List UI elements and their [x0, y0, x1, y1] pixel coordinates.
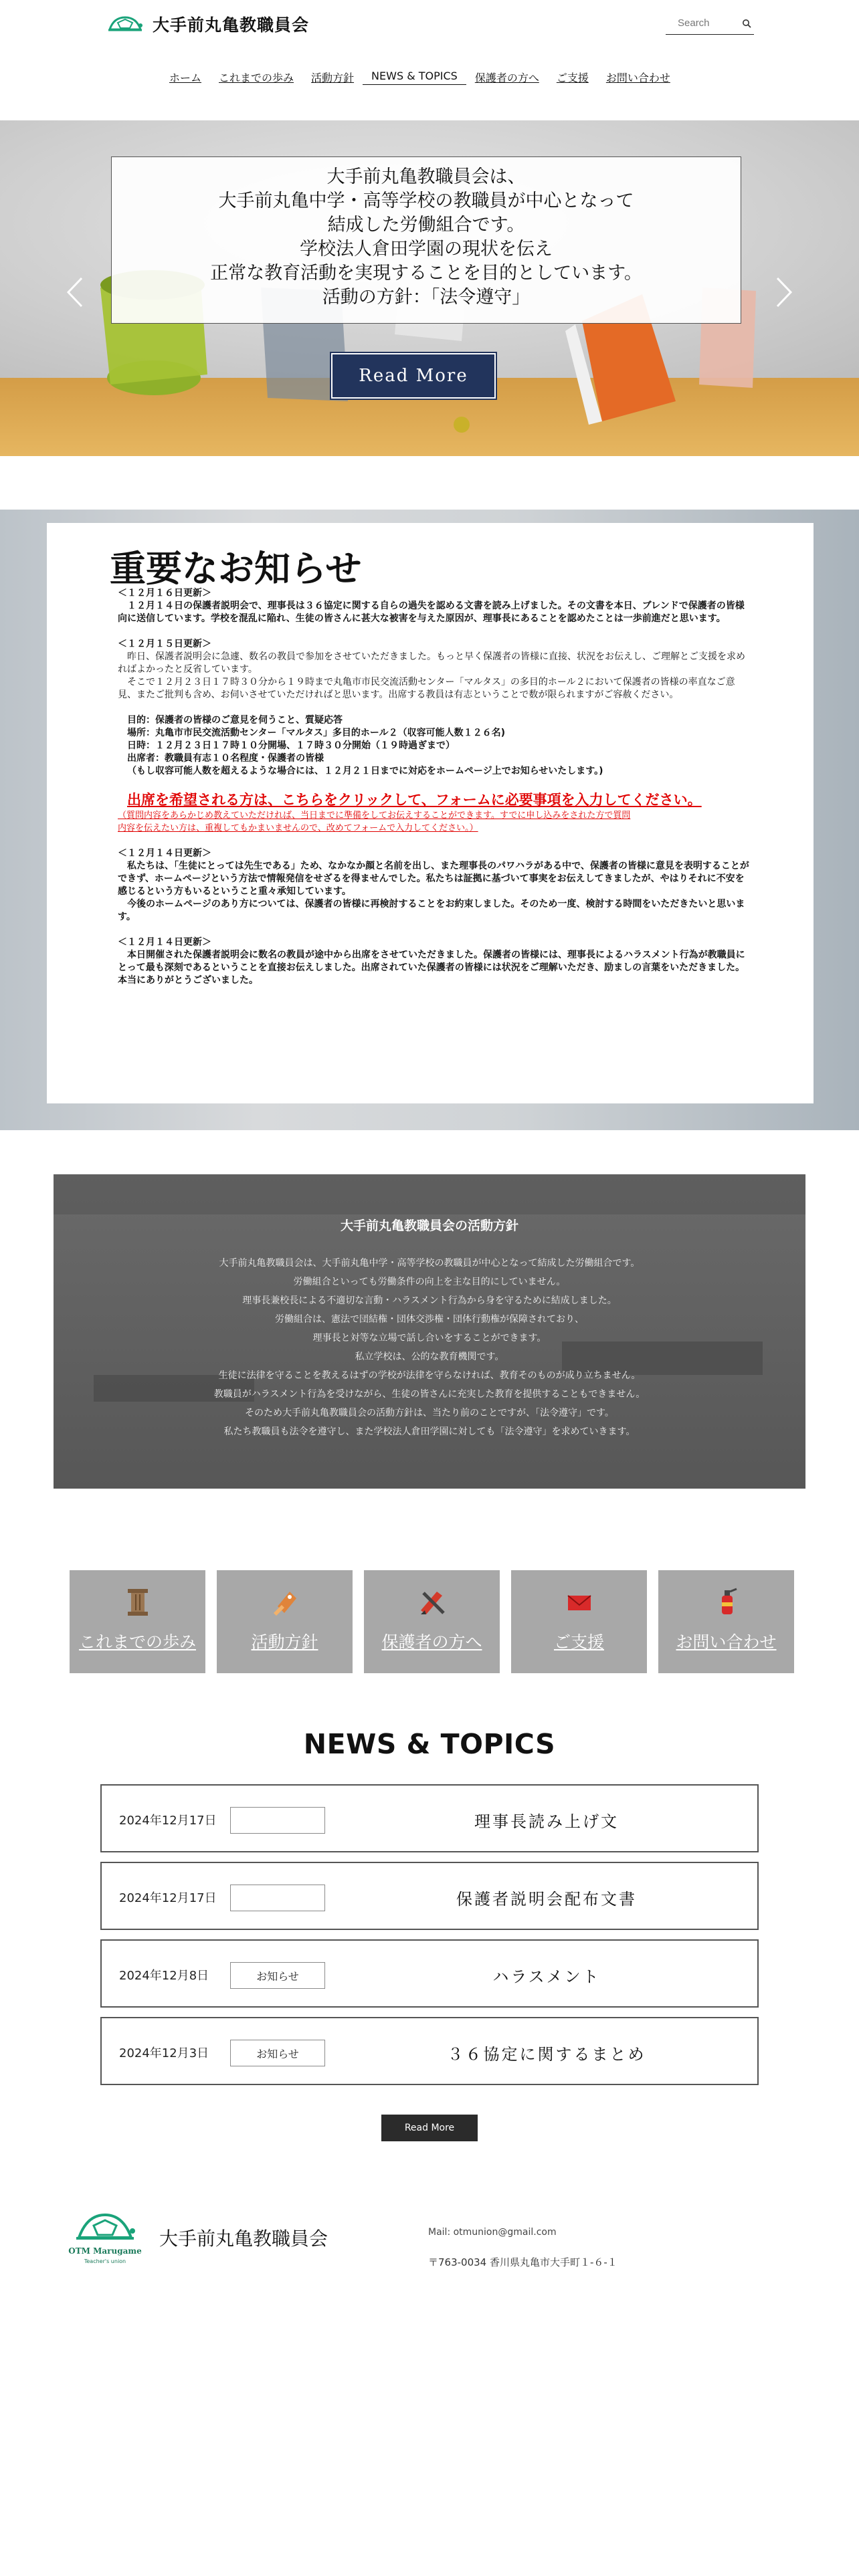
- policy-line: そのため大手前丸亀教職員会の活動方針は、当たり前のことですが、「法令遵守」です。: [245, 1408, 614, 1418]
- news-title[interactable]: 保護者説明会配布文書: [456, 1890, 637, 1909]
- news-item[interactable]: [100, 1939, 759, 2008]
- policy-line: 教職員がハラスメント行為を受けながら、生徒の皆さんに充実した教育を提供することもできません。: [213, 1389, 646, 1400]
- footer-logo[interactable]: [67, 2207, 143, 2268]
- update-text: 昨日、保護者説明会に急遽、数名の教員で参加をさせていただきました。もっと早く保護者の皆様に直接、状況をお伝えし、ご理解とご支援を求めればよかったと反省しています。: [118, 651, 745, 675]
- news-date: 2024年12月3日: [119, 2046, 209, 2060]
- news-heading: NEWS & TOPICS: [303, 1728, 556, 1760]
- search-icon[interactable]: [742, 19, 751, 28]
- news-list: [100, 1784, 759, 2095]
- hero-line: 結成した労働組合です。: [327, 215, 525, 235]
- footer-logo-line2: Teacher's union: [84, 2258, 126, 2264]
- policy-line: 大手前丸亀教職員会は、大手前丸亀中学・高等学校の教職員が中心となって結成した労働組合です。: [219, 1258, 640, 1269]
- hero-message-box: [111, 156, 741, 324]
- slide-prev-arrow-icon[interactable]: [64, 276, 86, 309]
- tile-support[interactable]: [511, 1570, 647, 1673]
- pillar-icon: [122, 1586, 153, 1617]
- fire-extinguisher-icon: [711, 1586, 742, 1617]
- nav-news[interactable]: NEWS & TOPICS: [363, 70, 466, 85]
- site-title: 大手前丸亀教職員会: [153, 15, 310, 35]
- hero-line: 大手前丸亀教職員会は、: [326, 167, 526, 187]
- hero-read-more-button[interactable]: Read More: [331, 353, 496, 399]
- hero-line: 正常な教育活動を実現することを目的としています。: [210, 263, 642, 284]
- notice-title: 重要なお知らせ: [110, 548, 362, 590]
- classroom-board-shape: [54, 1174, 805, 1214]
- search-input[interactable]: [678, 17, 737, 29]
- attendance-form-link[interactable]: 出席を希望される方は、こちらをクリックして、フォームに必要事項を入力してください。: [127, 792, 702, 808]
- tile-label: これまでの歩み: [78, 1632, 196, 1652]
- update-heading: ＜１２月１４日更新＞: [118, 937, 211, 948]
- footer-logo-line1: OTM Marugame: [68, 2246, 142, 2256]
- site-header: [0, 0, 859, 120]
- tile-contact[interactable]: [658, 1570, 794, 1673]
- update-text: 今後のホームページのあり方については、保護者の皆様に再検討することをお約束しました。そのため一度、検討する時間をいただきたいと思います。: [118, 899, 745, 922]
- policy-line: 労働組合は、憲法で団結権・団体交渉権・団体行動権が保障されており、: [275, 1314, 584, 1325]
- tile-label: 保護者の方へ: [381, 1632, 482, 1652]
- news-title[interactable]: 理事長読み上げ文: [474, 1812, 619, 1831]
- policy-line: 労働組合といっても労働条件の向上を主な目的にしていません。: [293, 1277, 566, 1287]
- policy-content: [54, 1216, 805, 1441]
- policy-line: 私立学校は、公的な教育機関です。: [355, 1352, 504, 1362]
- nav-history[interactable]: これまでの歩み: [219, 72, 294, 84]
- news-date: 2024年12月17日: [119, 1814, 217, 1828]
- detail-line: 場所：丸亀市市民交流活動センター「マルタス」多目的ホール２（収容可能人数１２６名): [127, 728, 505, 738]
- attendance-form-note[interactable]: （質問内容をあらかじめ教えていただければ、当日までに準備をしてお伝えすることができます。すでに申し込みをされた方で質問: [118, 811, 631, 821]
- hero-slideshow: [0, 120, 859, 456]
- news-category-badge: お知らせ: [230, 1962, 325, 1989]
- turtle-logo-icon: [67, 2207, 143, 2266]
- policy-section: [54, 1174, 805, 1489]
- footer-brand: 大手前丸亀教職員会: [159, 2228, 328, 2250]
- mail-icon: [564, 1586, 595, 1617]
- news-date: 2024年12月17日: [119, 1891, 217, 1905]
- news-category-badge: お知らせ: [230, 2040, 325, 2066]
- news-category-badge: [230, 1885, 325, 1911]
- tile-history[interactable]: [70, 1570, 205, 1673]
- meeting-details: [118, 714, 753, 778]
- tile-parents[interactable]: [364, 1570, 500, 1673]
- news-title[interactable]: ３６協定に関するまとめ: [447, 2045, 646, 2064]
- nav-support[interactable]: ご支援: [556, 72, 589, 84]
- policy-line: 生徒に法律を守ることを教えるはずの学校が法律を守らなければ、教育そのものが成り立ちません。: [218, 1370, 641, 1381]
- hero-line: 大手前丸亀中学・高等学校の教職員が中心となって: [218, 191, 634, 211]
- quick-links: [70, 1570, 794, 1673]
- news-category-badge: [230, 1807, 325, 1834]
- update-heading: ＜１２月１４日更新＞: [118, 848, 211, 859]
- news-date: 2024年12月8日: [119, 1969, 209, 1983]
- detail-line: （もし収容可能人数を超えるような場合には、１２月２１日までに対応をホームページ上でお知らせいたします。): [127, 766, 603, 776]
- detail-line: 出席者：教職員有志１０名程度・保護者の皆様: [127, 753, 324, 764]
- update-heading: ＜１２月１６日更新＞: [118, 588, 211, 599]
- detail-line: 日時：１２月２３日１７時１０分開場、１７時３０分開始（１９時過ぎまで）: [127, 740, 455, 751]
- turtle-logo-icon: [107, 13, 143, 35]
- detail-line: 目的：保護者の皆様のご意見を伺うこと、質疑応答: [127, 715, 343, 726]
- update-text: そこで１２月２３日１７時３０分から１９時まで丸亀市市民交流活動センター「マルタス」の多目的ホール２において保護者の皆様の率直なご意見、またご批判も含め、お伺いさせていただければと思います。出席する教員は有志ということで数が限られますがご容赦ください。: [118, 677, 735, 700]
- update-text: １２月１４日の保護者説明会で、理事長は３６協定に関する自らの過失を認める文書を読み上げました。その文書を本日、ブレンドで保護者の皆様向に送信しています。学校を混乱に陥れ、生徒の皆さんに甚大な被害を与えた原因が、理事長にあることを認めたことは一歩前進だと思います。: [118, 601, 745, 624]
- policy-line: 私たち教職員も法令を遵守し、また学校法人倉田学園に対しても「法令遵守」を求めていきます。: [223, 1426, 636, 1437]
- nav-parents[interactable]: 保護者の方へ: [474, 72, 539, 84]
- compass-flag-icon: [270, 1586, 300, 1617]
- tile-label: ご支援: [553, 1632, 604, 1652]
- news-read-more-button[interactable]: Read More: [381, 2115, 478, 2141]
- update-text: 私たちは、「生徒にとっては先生である」ため、なかなか顔と名前を出し、また理事長のパワハラがある中で、保護者の皆様に意見を表明することができず、ホームページという方法で情報発信をせざるを得ませんでした。私たちは証拠に基づいて事実をお伝えしてきましたが、やはりそれに不安を感じるという方もいるということ重々承知しています。: [118, 861, 749, 897]
- hero-line: 活動の方針：「法令遵守」: [322, 287, 531, 308]
- policy-line: 理事長と対等な立場で話し合いをすることができます。: [312, 1333, 547, 1344]
- news-item[interactable]: [100, 2017, 759, 2085]
- policy-line: 理事長兼校長による不適切な言動・ハラスメント行為から身を守るために結成しました。: [242, 1295, 617, 1306]
- notice-body: [118, 587, 753, 987]
- tile-label: 活動方針: [251, 1632, 318, 1652]
- nav-contact[interactable]: お問い合わせ: [605, 72, 670, 84]
- footer-email[interactable]: Mail: otmunion@gmail.com: [428, 2227, 557, 2238]
- nav-home[interactable]: ホーム: [169, 72, 202, 84]
- hero-line: 学校法人倉田学園の現状を伝え: [300, 239, 553, 259]
- attendance-form-note[interactable]: 内容を伝えたい方は、重複してもかまいませんので、改めてフォームで入力してください。）: [118, 823, 478, 833]
- footer-address: 〒763-0034 香川県丸亀市大手町１-６-１: [428, 2256, 617, 2268]
- update-heading: ＜１２月１５日更新＞: [118, 639, 211, 649]
- policy-title: 大手前丸亀教職員会の活動方針: [340, 1218, 518, 1233]
- search-box[interactable]: [666, 12, 754, 35]
- news-item[interactable]: [100, 1784, 759, 1852]
- news-title[interactable]: ハラスメント: [492, 1967, 601, 1986]
- slide-next-arrow-icon[interactable]: [773, 276, 795, 309]
- update-text: 本日開催された保護者説明会に数名の教員が途中から出席をさせていただきました。保護者の皆様には、理事長によるハラスメント行為が教職員にとって最も深刻であるということを直接お伝えしました。出席されていた保護者の皆様には状況をご理解いただき、励ましの言葉をいただきました。本当にありがとうございました。: [118, 950, 745, 986]
- site-logo[interactable]: [107, 12, 309, 36]
- pencil-ruler-icon: [417, 1586, 448, 1617]
- tile-policy[interactable]: [217, 1570, 353, 1673]
- main-nav: [161, 70, 679, 85]
- tile-label: お問い合わせ: [676, 1632, 777, 1652]
- news-item[interactable]: [100, 1862, 759, 1930]
- nav-policy[interactable]: 活動方針: [311, 72, 355, 84]
